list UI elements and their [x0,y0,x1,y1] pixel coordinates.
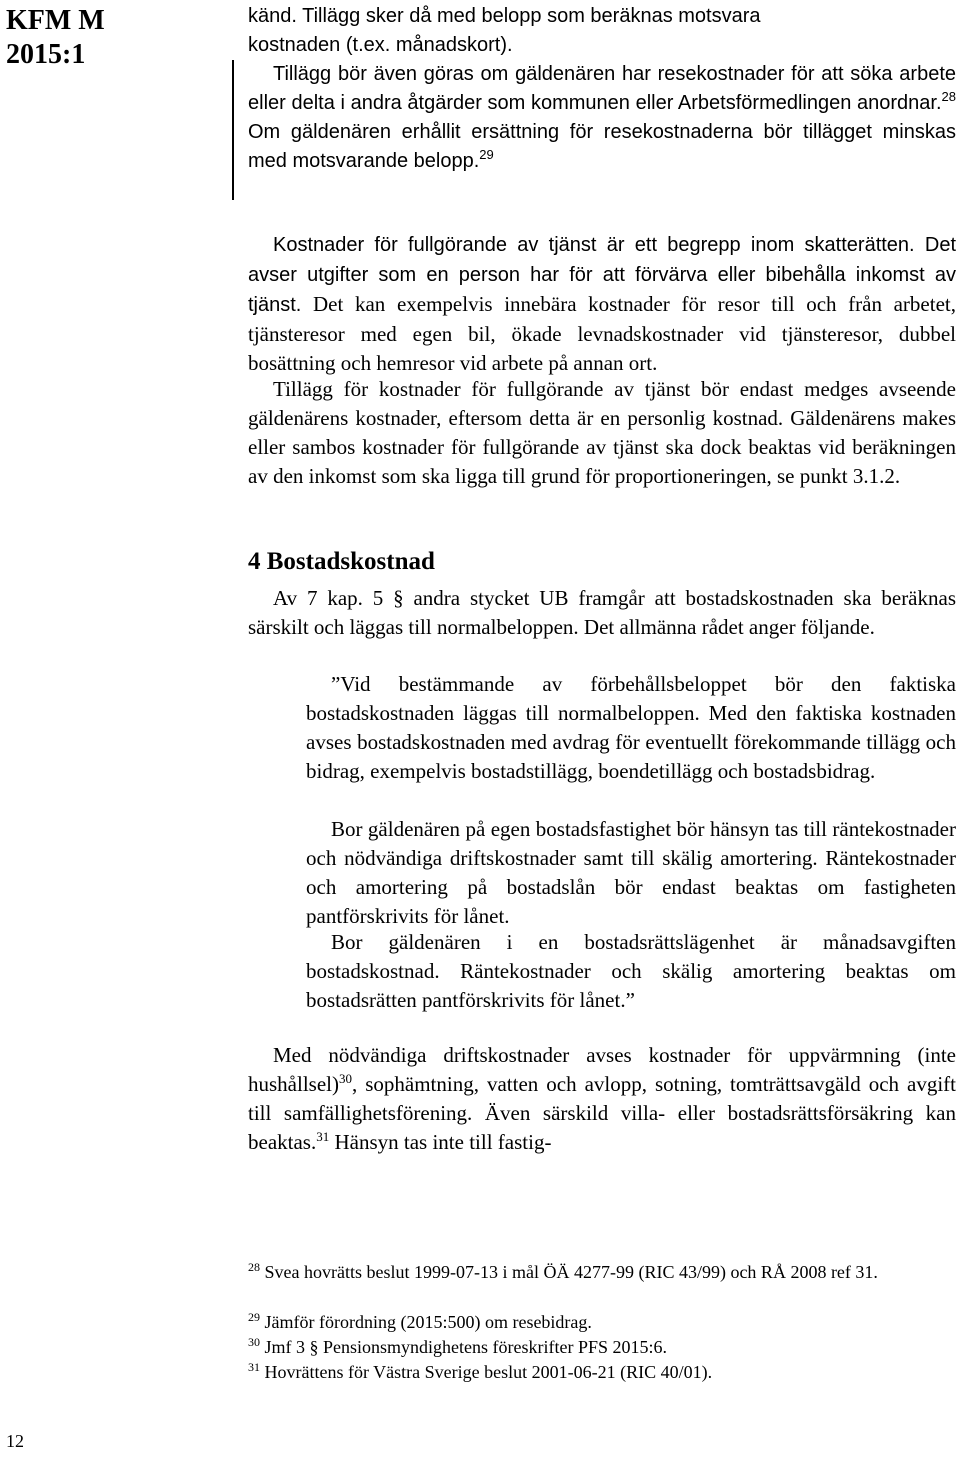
quote-paragraph-2: Bor gäldenären på egen bostadsfastighet bör hänsyn tas till räntekostnader och nödvändiga driftskostnader samt till skälig amortering. Räntekostnader och amortering på bostadslån bör endast beaktas om fastigheten pantförskrivits för lånet. [306,817,956,928]
kostnader-tjanst-sans: Kostnader för fullgörande av tjänst är ett begrepp inom skatterätten. Det avser utgifter som en person har för att förvärva eller bibehålla inkomst av tjänst. [248,234,956,316]
paragraph-resekostnader [248,60,956,176]
paragraph-kostnader-tjanst [248,230,956,378]
footnote-30 [248,1335,948,1359]
quote-paragraph-1: ”Vid bestämmande av förbehållsbeloppet bör den faktiska bostadskostnaden läggas till normalbeloppen. Med den faktiska kostnaden avses bostadskostnaden med avdrag för eventuellt förekommande tillägg och bidrag, exempelvis bostadstillägg, boendetillägg och bostadsbidrag. [306,672,956,783]
paragraph-driftskostnader [248,1041,956,1157]
paragraph-tillagg: Tillägg för kostnader för fullgörande av tjänst bör endast medges avseende gäldenärens kostnader, eftersom detta är en personlig kostnad. Gäldenärens makes eller sambos kostnader för fullgörande av tjänst ska dock beaktas vid beräkningen av den inkomst som ska ligga till grund för proportioneringen, se punkt 3.1.2. [248,377,956,488]
footnote-text: Hovrättens för Västra Sverige beslut 2001-06-21 (RIC 40/01). [260,1362,713,1382]
change-bar [232,60,234,200]
footnote-ref-30: 30 [338,1071,352,1086]
header-series: KFM M [6,5,105,36]
continued-line-1: känd. Tillägg sker då med belopp som beräknas motsvara [248,5,761,27]
footnote-29 [248,1310,948,1334]
section-heading: 4 Bostadskostnad [248,548,435,575]
footnote-ref-31: 31 [316,1129,330,1144]
paragraph-continued [248,2,956,60]
footnote-ref-28: 28 [941,89,956,104]
footnote-ref-29: 29 [479,147,494,162]
resekostnader-text-a: Tillägg bör även göras om gäldenären har resekostnader för att söka arbete eller delta i andra åtgärder som kommunen eller Arbetsförmedlingen anordnar. [248,63,956,114]
paragraph-av-7-kap: Av 7 kap. 5 § andra stycket UB framgår att bostadskostnaden ska beräknas särskilt och läggas till normalbeloppen. Det allmänna rådet anger följande. [248,586,956,639]
footnote-number: 30 [248,1335,260,1349]
footnote-text: Svea hovrätts beslut 1999-07-13 i mål ÖÄ 4277-99 (RIC 43/99) och RÅ 2008 ref 31. [260,1262,878,1282]
header-number: 2015:1 [6,39,86,70]
footnote-text: Jämför förordning (2015:500) om resebidrag. [260,1312,592,1332]
footnote-number: 28 [248,1260,260,1274]
running-header [6,4,105,72]
footnote-text: Jmf 3 § Pensionsmyndighetens föreskrifter PFS 2015:6. [260,1337,667,1357]
quote-paragraph-3: Bor gäldenären i en bostadsrättslägenhet är månadsavgiften bostadskostnad. Räntekostnader och skälig amortering beaktas om bostadsrätten pantförskrivits för lånet.” [306,930,956,1012]
kostnader-tjanst-serif: Det kan exempelvis innebära kostnader för resor till och från arbetet, tjänsteresor med egen bil, ökade levnadskostnader vid tjänsteresor, dubbel bosättning och hemresor vid arbete på annan ort. [248,292,956,375]
footnote-31 [248,1360,948,1384]
footnote-28 [248,1260,948,1284]
footnote-number: 31 [248,1360,260,1374]
page-number: 12 [6,1431,24,1451]
drift-text-b: , sophämtning, vatten och avlopp, sotning, tomträttsavgäld och avgift till samfällighetsförening. Även särskild villa- eller bostadsrättsförsäkring kan beaktas. [248,1072,956,1154]
drift-text-a: Med nödvändiga driftskostnader avses kostnader för uppvärmning (inte hushållsel) [248,1043,956,1096]
drift-text-c: Hänsyn tas inte till fastig- [329,1130,552,1154]
continued-line-2: kostnaden (t.ex. månadskort). [248,34,513,56]
footnote-separator [248,1236,458,1237]
resekostnader-text-b: Om gäldenären erhållit ersättning för resekostnaderna bör tillägget minskas med motsvarande belopp. [248,121,956,172]
footnote-number: 29 [248,1310,260,1324]
